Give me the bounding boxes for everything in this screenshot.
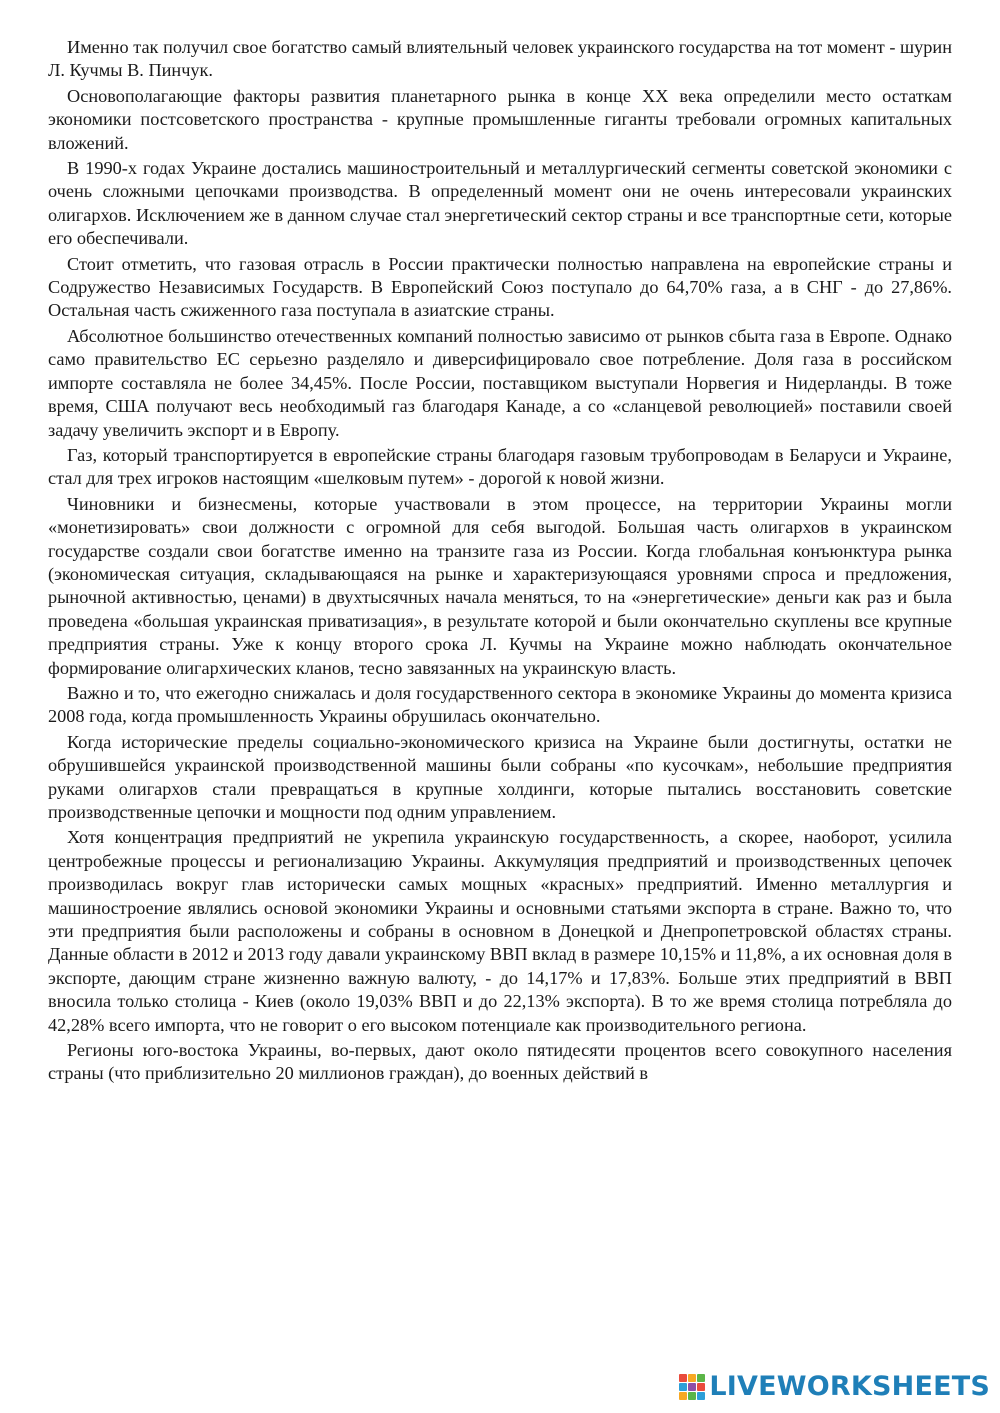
- grid-cell: [679, 1392, 687, 1400]
- grid-cell: [697, 1392, 705, 1400]
- grid-cell: [697, 1374, 705, 1382]
- paragraph-5: Абсолютное большинство отечественных компаний полностью зависимо от рынков сбыта газа в Европе. Однако само правительство ЕС серьезно разделяло и диверсифицировало свое потребление. Доля газа в российском импорте составляла не более 34,45%. После России, поставщиком выступали Норвегия и Нидерланды. В тоже время, США получают весь необходимый газ благодаря Канаде, а со «сланцевой революцией» поставили своей задачу увеличить экспорт и в Европу.: [48, 325, 952, 440]
- grid-cell: [697, 1383, 705, 1391]
- watermark-text: LIVEWORKSHEETS: [709, 1371, 990, 1402]
- paragraph-2: Основополагающие факторы развития планетарного рынка в конце XX века определили место остаткам экономики постсоветского пространства - крупные промышленные гиганты требовали огромных капитальных вложений.: [48, 85, 952, 153]
- paragraph-9: Когда исторические пределы социально-экономического кризиса на Украине были достигнуты, остатки не обрушившейся украинской производственной машины были собраны «по кусочкам», небольшие предприятия руками олигархов стали превращаться в крупные холдинги, которые пытались восстановить советские производственные цепочки и мощности под одним управлением.: [48, 731, 952, 822]
- grid-cell: [688, 1374, 696, 1382]
- paragraph-1: Именно так получил свое богатство самый влиятельный человек украинского государства на тот момент - шурин Л. Кучмы В. Пинчук.: [48, 37, 952, 81]
- paragraph-10: Хотя концентрация предприятий не укрепила украинскую государственность, а скорее, наоборот, усилила центробежные процессы и регионализацию Украины. Аккумуляция предприятий и производственных цепочек производилась вокруг глав исторически самых мощных «красных» предприятий. Именно металлургия и машиностроение являлись основой экономики Украины и основными статьями экспорта в стране. Важно то, что эти предприятия были расположены и собраны в основном в Донецкой и Днепропетровской областях страны. Данные области в 2012 и 2013 году давали украинскому ВВП вклад в размере 10,15% и 11,8%, а их основная доля в экспорте, дающим стране жизненно важную валюту, - до 14,17% и 17,83%. Больше этих предприятий в ВВП вносила только столица - Киев (около 19,03% ВВП и до 22,13% экспорта). В то же время столица потребляла до 42,28% всего импорта, что не говорит о его высоком потенциале как производительного региона.: [48, 827, 952, 1035]
- article-text: [48, 36, 952, 1088]
- grid-cell: [679, 1374, 687, 1382]
- grid-cell: [679, 1383, 687, 1391]
- paragraph-8: Важно и то, что ежегодно снижалась и доля государственного сектора в экономике Украины до момента кризиса 2008 года, когда промышленность Украины обрушилась окончательно.: [48, 682, 952, 727]
- paragraph-11: Регионы юго-востока Украины, во-первых, дают около пятидесяти процентов всего совокупного населения страны (что приблизительно 20 миллионов граждан), до военных действий в: [48, 1040, 952, 1084]
- grid-cell: [688, 1383, 696, 1391]
- paragraph-7: Чиновники и бизнесмены, которые участвовали в этом процессе, на территории Украины могли «монетизировать» свои должности с огромной для себя выгодой. Большая часть олигархов в украинском государстве создали свои богатстве именно на транзите газа из России. Когда глобальная конъюнктура рынка (экономическая ситуация, складывающаяся на рынке и характеризующаяся уровнями спроса и предложения, рыночной активностью, ценами) в двухтысячных начала меняться, то на «энергетические» деньги как раз и была проведена «большая украинская приватизация», в результате которой и были окончательно скуплены все крупные предприятия страны. Уже к концу второго срока Л. Кучмы на Украине можно наблюдать окончательное формирование олигархических кланов, тесно завязанных на украинскую власть.: [48, 493, 952, 678]
- paragraph-4: Стоит отметить, что газовая отрасль в России практически полностью направлена на европейские страны и Содружество Независимых Государств. В Европейский Союз поступало до 64,70% газа, а в СНГ - до 27,86%. Остальная часть сжиженного газа поступала в азиатские страны.: [48, 253, 952, 321]
- paragraph-3: В 1990-х годах Украине достались машиностроительный и металлургический сегменты советской экономики с очень сложными цепочками производства. В определенный момент они не очень интересовали украинских олигархов. Исключением же в данном случае стал энергетический сектор страны и все транспортные сети, которые его обеспечивали.: [48, 158, 952, 249]
- paragraph-6: Газ, который транспортируется в европейские страны благодаря газовым трубопроводам в Беларуси и Украине, стал для трех игроков настоящим «шелковым путем» - дорогой к новой жизни.: [48, 444, 952, 489]
- liveworksheets-watermark: [679, 1369, 990, 1405]
- grid-cell: [688, 1392, 696, 1400]
- liveworksheets-grid-icon: [679, 1374, 705, 1400]
